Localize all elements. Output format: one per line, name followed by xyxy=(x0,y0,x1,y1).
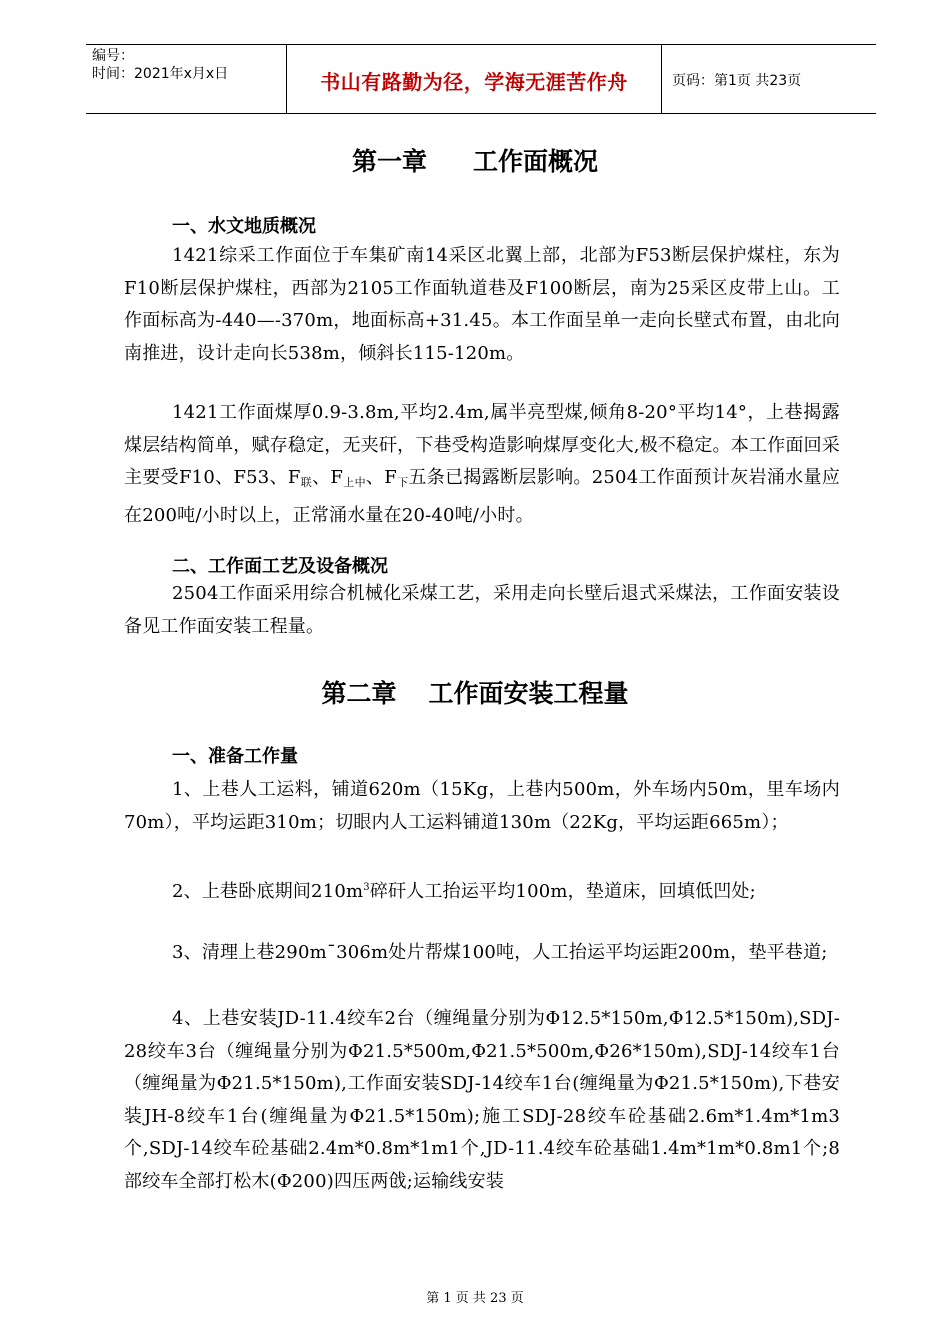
section-heading: 一、水文地质概况 xyxy=(172,216,316,237)
list-item: 4、上巷安装JD-11.4绞车2台（缠绳量分别为Φ12.5*150m,Φ12.5*150m),SDJ-28绞车3台（缠绳量分别为Φ21.5*500m,Φ21.5*500m,Φ26*150m),SDJ-14绞车1台（缠绳量为Φ21.5*150m),工作面安装SDJ-14绞车1台(缠绳量为Φ21.5*150m),下巷安装JH-8绞车1台(缠绳量为Φ21.5*150m);施工SDJ-28绞车砼基础2.6m*1.4m*1m3个,SDJ-14绞车砼基础2.4m*0.8m*1m1个,JD-11.4绞车砼基础1.4m*1m*0.8m1个;8部绞车全部打松木(Φ200)四压两戗;运输线安装 xyxy=(124,1008,840,1192)
document-header xyxy=(86,44,876,114)
paragraph: 1421综采工作面位于车集矿南14采区北翼上部，北部为F53断层保护煤柱，东为F10断层保护煤柱，西部为2105工作面轨道巷及F100断层，南为25采区皮带上山。工作面标高为-440—-370m，地面标高+31.45。本工作面呈单一走向长壁式布置，由北向南推进，设计走向长538m，倾斜长115-120m。 xyxy=(124,245,840,364)
subscript: 上中 xyxy=(343,476,366,489)
chapter-title xyxy=(0,142,950,178)
header-motto: 书山有路勤为径，学海无涯苦作舟 xyxy=(320,70,628,94)
header-top-rule xyxy=(86,44,876,45)
superscript: 3 xyxy=(363,882,370,893)
subscript: 联 xyxy=(300,476,313,489)
list-item: 1、上巷人工运料，铺道620m（15Kg，上巷内500m，外车场内50m，里车场内70m），平均运距310m；切眼内人工运料铺道130m（22Kg，平均运距665m）； xyxy=(124,779,840,833)
time-label: 时间：2021年x月x日 xyxy=(92,66,229,82)
paragraph: 2504工作面采用综合机械化采煤工艺，采用走向长壁后退式采煤法，工作面安装设备见工作面安装工程量。 xyxy=(124,583,840,637)
list-item: 2、上巷卧底期间$210m^3$碎矸人工抬运平均100m，垫道床，回填低凹处; xyxy=(172,881,756,902)
header-bottom-rule xyxy=(86,113,876,114)
header-meta xyxy=(92,47,282,83)
subscript: 下 xyxy=(396,476,409,489)
chapter-number: 第一章 xyxy=(351,147,427,176)
paragraph: 1421工作面煤厚0.9-3.8m,平均2.4m,属半亮型煤,倾角8-20°平均14°，上巷揭露煤层结构简单，赋存稳定，无夹矸，下巷受构造影响煤厚变化大,极不稳定。本工作面回采主要受F10、F53、$F_联$、$F_{上中}$、$F_下$五条已揭露断层影响。2504工作面预计灰岩涌水量应在200吨/小时以上，正常涌水量在20-40吨/小时。 xyxy=(124,402,841,526)
header-page-info: 页码：第1页 共23页 xyxy=(672,73,802,89)
section-heading: 一、准备工作量 xyxy=(172,746,298,767)
header-divider xyxy=(661,44,662,114)
chapter-name: 工作面概况 xyxy=(473,147,599,176)
list-item: 3、清理上巷290m¯306m处片帮煤100吨，人工抬运平均运距200m，垫平巷道; xyxy=(172,942,828,963)
chapter-name: 工作面安装工程量 xyxy=(428,679,629,708)
section-heading: 二、工作面工艺及设备概况 xyxy=(172,556,388,577)
chapter-number: 第二章 xyxy=(321,679,397,708)
chapter-title xyxy=(0,674,950,710)
page-footer: 第 1 页 共 23 页 xyxy=(426,1291,524,1306)
code-label: 编号： xyxy=(92,48,134,64)
